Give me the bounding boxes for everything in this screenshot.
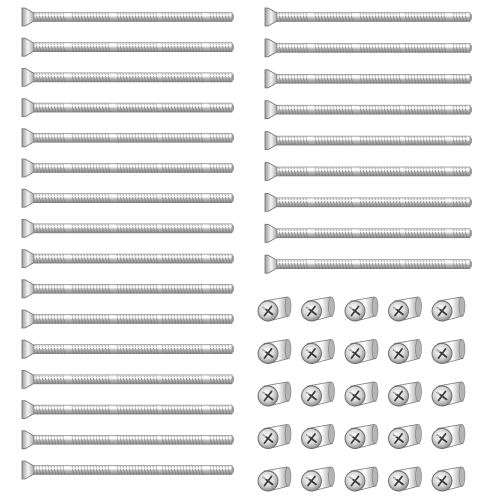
barrel-bolt xyxy=(432,467,465,491)
flat-head-screw xyxy=(22,68,234,86)
flat-head-screw xyxy=(265,193,472,211)
barrel-bolt xyxy=(345,297,378,321)
short-bolt-grid xyxy=(258,297,465,491)
barrel-bolt xyxy=(345,467,378,491)
barrel-bolt xyxy=(432,340,465,364)
barrel-bolt xyxy=(302,297,335,321)
barrel-bolt xyxy=(258,340,291,364)
flat-head-screw xyxy=(265,132,472,150)
flat-head-screw xyxy=(22,250,234,268)
flat-head-screw xyxy=(265,8,472,26)
flat-head-screw xyxy=(22,401,234,419)
flat-head-screw xyxy=(22,219,234,237)
barrel-bolt xyxy=(302,340,335,364)
flat-head-screw xyxy=(22,431,234,449)
flat-head-screw xyxy=(22,310,234,328)
flat-head-screw xyxy=(22,38,234,56)
barrel-bolt xyxy=(345,340,378,364)
flat-head-screw xyxy=(22,99,234,117)
barrel-bolt xyxy=(432,425,465,449)
barrel-bolt xyxy=(302,382,335,406)
flat-head-screw xyxy=(265,224,472,242)
flat-head-screw xyxy=(22,340,234,358)
flat-head-screw xyxy=(265,163,472,181)
barrel-bolt xyxy=(432,382,465,406)
flat-head-screw xyxy=(22,461,234,479)
left-screw-column xyxy=(22,8,234,479)
barrel-bolt xyxy=(258,425,291,449)
barrel-bolt xyxy=(345,425,378,449)
flat-head-screw xyxy=(22,370,234,388)
flat-head-screw xyxy=(265,39,472,57)
barrel-bolt xyxy=(389,297,422,321)
right-screw-column xyxy=(265,8,472,273)
flat-head-screw xyxy=(265,70,472,88)
barrel-bolt xyxy=(302,467,335,491)
flat-head-screw xyxy=(22,189,234,207)
barrel-bolt xyxy=(345,382,378,406)
barrel-bolt xyxy=(302,425,335,449)
flat-head-screw xyxy=(22,8,234,26)
barrel-bolt xyxy=(389,467,422,491)
barrel-bolt xyxy=(389,425,422,449)
barrel-bolt xyxy=(432,297,465,321)
flat-head-screw xyxy=(265,255,472,273)
barrel-bolt xyxy=(258,467,291,491)
barrel-bolt xyxy=(389,382,422,406)
flat-head-screw xyxy=(22,280,234,298)
flat-head-screw xyxy=(22,159,234,177)
barrel-bolt xyxy=(258,382,291,406)
flat-head-screw xyxy=(22,129,234,147)
flat-head-screw xyxy=(265,101,472,119)
barrel-bolt xyxy=(389,340,422,364)
barrel-bolt xyxy=(258,297,291,321)
